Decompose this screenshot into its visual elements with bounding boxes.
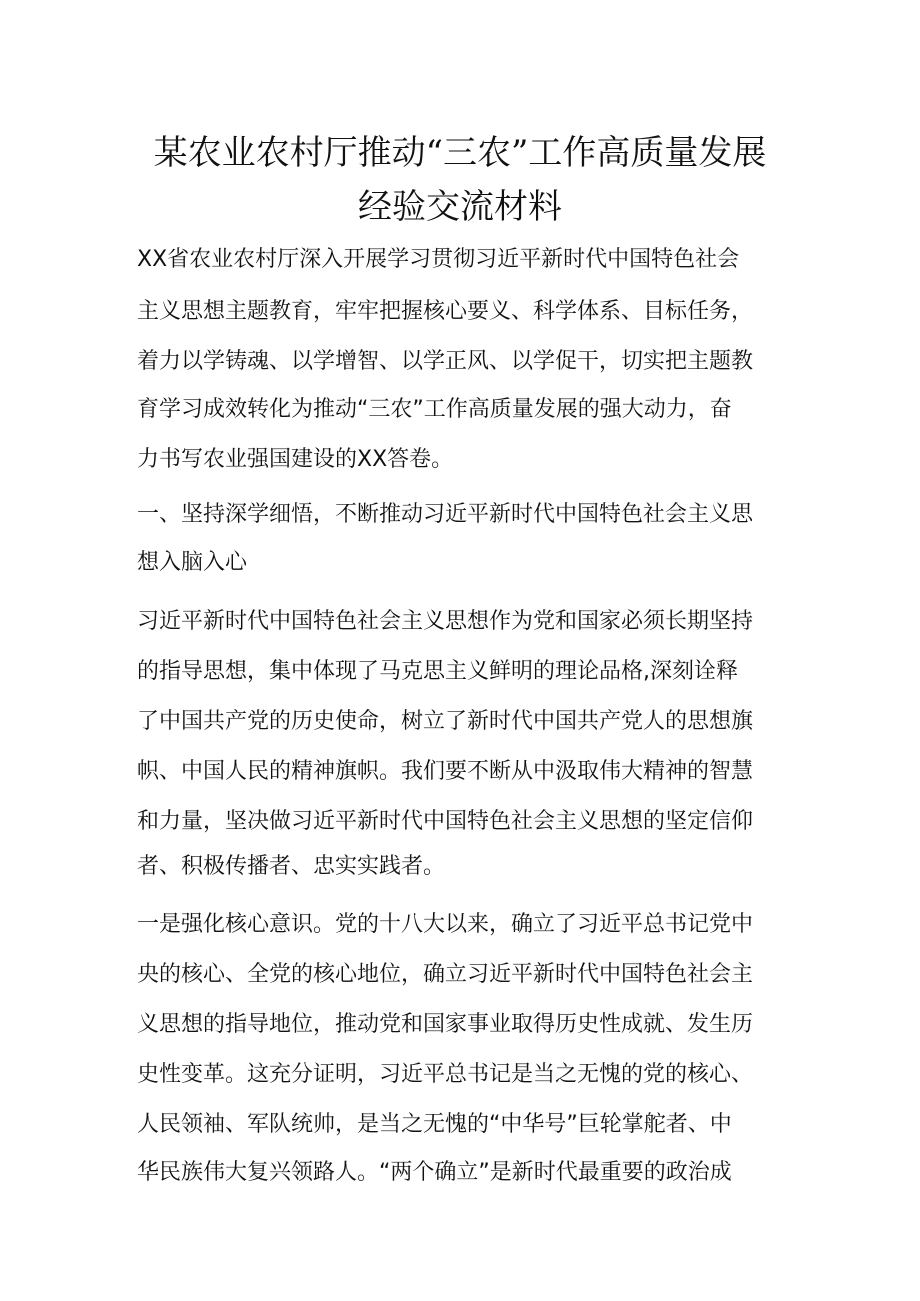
body-line: 和力量，坚决做习近平新时代中国特色社会主义思想的坚定信仰 (137, 809, 754, 834)
body-line: 育学习成效转化为推动“三农”工作高质量发展的强大动力，奋 (137, 397, 732, 422)
section-heading-line: 想入脑入心 (137, 550, 248, 575)
body-line: 一是强化核心意识。党的十八大以来，确立了习近平总书记党中 (137, 912, 754, 937)
body-line: 史性变革。这充分证明，习近平总书记是当之无愧的党的核心、 (137, 1062, 754, 1087)
body-line: 义思想的指导地位，推动党和国家事业取得历史性成就、发生历 (137, 1012, 754, 1037)
body-line: 央的核心、全党的核心地位，确立习近平新时代中国特色社会主 (137, 962, 754, 987)
body-line: 人民领袖、军队统帅，是当之无愧的“中华号”巨轮掌舵者、中 (137, 1112, 732, 1137)
body-line: 的指导思想，集中体现了马克思主义鲜明的理论品格,深刻诠释 (137, 659, 738, 684)
body-line: XX省农业农村厅深入开展学习贯彻习近平新时代中国特色社会 (137, 247, 740, 272)
body-line: 着力以学铸魂、以学增智、以学正风、以学促干，切实把主题教 (137, 349, 754, 374)
body-line: 了中国共产党的历史使命，树立了新时代中国共产党人的思想旗 (137, 709, 754, 734)
body-line: 习近平新时代中国特色社会主义思想作为党和国家必须长期坚持 (137, 609, 754, 634)
document-title-line-1: 某农业农村厅推动“三农”工作高质量发展 (153, 133, 767, 173)
body-line: 主义思想主题教育，牢牢把握核心要义、科学体系、目标任务， (137, 299, 754, 324)
section-heading-line: 一、坚持深学细悟，不断推动习近平新时代中国特色社会主义思 (137, 502, 754, 527)
body-line: 华民族伟大复兴领路人。“两个确立”是新时代最重要的政治成 (137, 1160, 732, 1185)
body-line: 力书写农业强国建设的XX答卷。 (137, 447, 454, 472)
body-line: 帜、中国人民的精神旗帜。我们要不断从中汲取伟大精神的智慧 (137, 759, 754, 784)
document-title-line-2: 经验交流材料 (358, 187, 562, 227)
body-line: 者、积极传播者、忠实实践者。 (137, 854, 446, 879)
